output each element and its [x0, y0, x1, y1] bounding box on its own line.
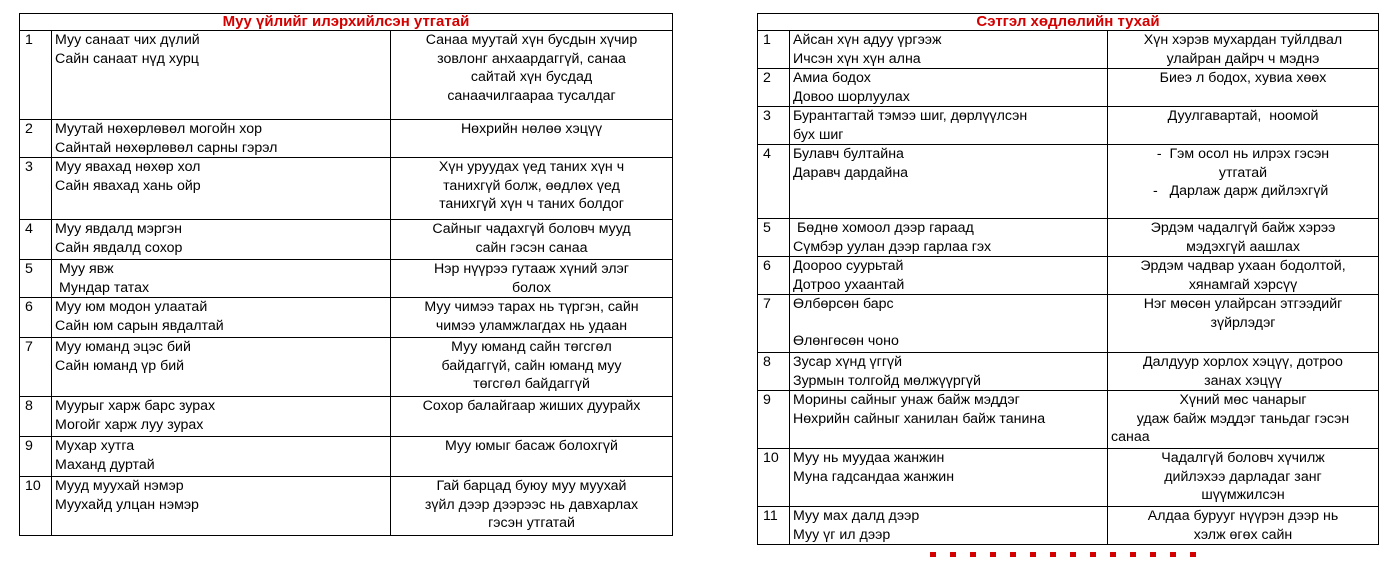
explanation-line: танихгүй болж, өөдлөх үед — [443, 177, 620, 194]
row-number: 1 — [20, 31, 52, 120]
explanation-line: чимээ уламжлагдах нь удаан — [435, 317, 628, 334]
row-number: 2 — [20, 120, 52, 158]
proverb-line: Зусар хүнд үггүй — [793, 354, 903, 370]
row-number: 10 — [20, 477, 52, 536]
proverb-line: Сүмбэр уулан дээр гарлаа гэх — [793, 238, 992, 255]
explanation-cell — [391, 220, 673, 260]
row-number: 6 — [20, 298, 52, 338]
explanation-line: танихгүй хүн ч таних болдог — [439, 196, 624, 212]
explanation-line: Сохор балайгаар жиших дуурайх — [422, 398, 641, 414]
explanation-line: Хүний мөс чанарыг — [1179, 392, 1307, 408]
explanation-cell — [1108, 31, 1379, 69]
explanation-cell — [391, 120, 673, 158]
proverb-line: Өлбөрсөн барс — [793, 296, 894, 312]
explanation-line: гэсэн утгатай — [488, 515, 575, 531]
proverb-line: Өлөнгөсөн чоно — [793, 332, 899, 349]
table-row — [758, 295, 1379, 353]
table-row — [758, 507, 1379, 545]
proverb-cell — [790, 353, 1108, 391]
proverb-line: Нөхрийн сайныг ханилан байж танина — [793, 410, 1046, 427]
row-number: 8 — [20, 397, 52, 437]
right-proverb-table — [757, 13, 1379, 545]
proverb-cell — [52, 298, 391, 338]
explanation-cell — [1108, 507, 1379, 545]
proverb-line: Муу санаат чих дүлий — [55, 32, 200, 48]
explanation-line: Далдуур хорлох хэцүү, дотроо — [1143, 354, 1343, 370]
proverb-line: Сайнтай нөхөрлөвөл сарны гэрэл — [55, 139, 278, 156]
table-row — [20, 120, 673, 158]
proverb-line: Муу юм модон улаатай — [55, 299, 208, 315]
row-number: 3 — [758, 107, 790, 145]
proverb-line: Муухайд улцан нэмэр — [55, 496, 199, 513]
proverb-cell — [52, 338, 391, 397]
explanation-cell — [1108, 295, 1379, 353]
proverb-line: Сайн явдалд сохор — [55, 239, 183, 256]
row-number: 4 — [758, 145, 790, 219]
explanation-line: Нэр нүүрээ гутааж хүний элэг — [434, 261, 629, 277]
explanation-line: санаа — [1111, 429, 1150, 445]
row-number: 5 — [20, 260, 52, 298]
row-number: 11 — [758, 507, 790, 545]
proverb-cell — [790, 107, 1108, 145]
table-row — [20, 260, 673, 298]
proverb-line: Маханд дуртай — [55, 456, 155, 473]
explanation-line: Нөхрийн нөлөө хэцүү — [460, 121, 603, 137]
bullet-item: - Гэм осол нь илрэх гэсэн — [1156, 146, 1330, 162]
table-row — [20, 397, 673, 437]
row-number: 8 — [758, 353, 790, 391]
proverb-line: Могойг харж луу зурах — [55, 416, 204, 433]
explanation-line: Биеэ л бодох, хувиа хөөх — [1159, 70, 1327, 86]
table-row — [20, 437, 673, 477]
row-number: 1 — [758, 31, 790, 69]
proverb-cell — [790, 219, 1108, 257]
explanation-line: болох — [512, 279, 551, 296]
explanation-line: Сайныг чадахгүй боловч мууд — [432, 221, 631, 237]
explanation-line: хэлж өгөх сайн — [1193, 526, 1293, 543]
proverb-line: Ичсэн хүн хүн ална — [793, 50, 921, 67]
explanation-cell — [391, 397, 673, 437]
explanation-line: Муу юманд сайн төгсгөл — [451, 339, 612, 355]
explanation-cell — [391, 298, 673, 338]
proverb-line: Бөднө хомоол дээр гараад — [793, 220, 974, 236]
row-number: 10 — [758, 449, 790, 507]
table-row — [758, 353, 1379, 391]
proverb-line: Морины сайныг унаж байж мэддэг — [793, 392, 1020, 408]
proverb-cell — [790, 295, 1108, 353]
proverb-line: Булавч бултайна — [793, 146, 904, 162]
explanation-cell — [1108, 107, 1379, 145]
explanation-line: зүйл дээр дээрээс нь давхарлах — [424, 496, 639, 513]
explanation-line: улайран дайрч ч мэднэ — [1166, 50, 1320, 67]
proverb-cell — [790, 145, 1108, 219]
proverb-cell — [52, 437, 391, 477]
explanation-cell — [1108, 219, 1379, 257]
explanation-line: Эрдэм чадалгүй байж хэрээ — [1150, 220, 1336, 236]
explanation-line: Дуулгавартай, ноомой — [1167, 108, 1319, 124]
proverb-line: Муу юманд эцэс бий — [55, 339, 191, 355]
proverb-line: Мууд муухай нэмэр — [55, 478, 184, 494]
proverb-line: Муу явахад нөхөр хол — [55, 159, 201, 175]
right-table-title: Сэтгэл хөдлөлийн тухай — [758, 14, 1379, 31]
explanation-cell — [1108, 257, 1379, 295]
explanation-line: Муу чимээ тарах нь түргэн, сайн — [424, 299, 639, 315]
proverb-cell — [52, 477, 391, 536]
explanation-cell — [391, 477, 673, 536]
table-title-row — [758, 14, 1379, 31]
proverb-cell — [52, 220, 391, 260]
table-row — [20, 298, 673, 338]
proverb-cell — [790, 69, 1108, 107]
proverb-cell — [52, 397, 391, 437]
explanation-cell — [1108, 449, 1379, 507]
explanation-line: Чадалгүй боловч хүчилж — [1161, 450, 1325, 466]
explanation-cell — [391, 338, 673, 397]
proverb-cell — [790, 449, 1108, 507]
row-number: 9 — [20, 437, 52, 477]
explanation-line: Муу юмыг басаж болохгүй — [445, 438, 618, 454]
explanation-line: удаж байж мэддэг таньдаг гэсэн — [1136, 410, 1350, 427]
row-number: 6 — [758, 257, 790, 295]
proverb-cell — [790, 507, 1108, 545]
explanation-line: хянамгай хэрсүү — [1188, 276, 1298, 293]
left-proverb-table — [19, 13, 673, 536]
proverb-cell — [790, 257, 1108, 295]
row-number: 5 — [758, 219, 790, 257]
row-number: 3 — [20, 158, 52, 220]
row-number: 7 — [758, 295, 790, 353]
proverb-cell — [790, 31, 1108, 69]
explanation-cell — [1108, 69, 1379, 107]
explanation-line: Нэг мөсөн улайрсан этгээдийг — [1143, 296, 1343, 312]
table-row — [758, 391, 1379, 449]
row-number: 2 — [758, 69, 790, 107]
table-row — [758, 219, 1379, 257]
proverb-line: Сайн санаат нүд хурц — [55, 50, 199, 67]
proverb-line: Муу мах далд дээр — [793, 508, 920, 524]
proverb-line: бух шиг — [793, 126, 844, 143]
proverb-line: Дooроо суурьтай — [793, 258, 904, 274]
table-row — [758, 31, 1379, 69]
explanation-line: Алдаа бурууг нүүрэн дээр нь — [1147, 508, 1339, 524]
proverb-line: Мундар татах — [55, 279, 150, 296]
proverb-line: Амиа бодох — [793, 70, 871, 86]
explanation-line: Гай барцад буюу муу муухай — [436, 478, 627, 494]
proverb-line: Сайн юманд үр бий — [55, 357, 185, 374]
explanation-line: сайтай хүн бусдад — [470, 69, 593, 85]
proverb-line: Сайн юм сарын явдалтай — [55, 317, 224, 334]
table-row — [20, 338, 673, 397]
proverb-cell — [52, 260, 391, 298]
proverb-line: Муу явдалд мэргэн — [55, 221, 182, 237]
table-row — [20, 31, 673, 120]
row-number: 7 — [20, 338, 52, 397]
explanation-cell — [1108, 353, 1379, 391]
explanation-line: сайн гэсэн санаа — [475, 239, 588, 256]
proverb-line: Сайн явахад хань ойр — [55, 177, 201, 194]
explanation-line: дийлэхээ дарладаг занг — [1164, 468, 1322, 485]
explanation-cell — [391, 31, 673, 120]
explanation-line: зүйрлэдэг — [1210, 314, 1276, 331]
bullet-text: утгатай — [1218, 164, 1268, 181]
proverb-line: Муурыг харж барс зурах — [55, 398, 216, 414]
cut-off-next-title — [930, 552, 1200, 557]
explanation-cell — [391, 437, 673, 477]
bullet-text: Гэм осол нь илрэх гэсэн — [1169, 146, 1330, 162]
left-table-title: Муу үйлийг илэрхийлсэн утгатай — [20, 14, 673, 31]
row-number: 4 — [20, 220, 52, 260]
proverb-line: Зурмын толгойд мөлжүүргүй — [793, 372, 981, 389]
proverb-line: Муу үг ил дээр — [793, 526, 891, 543]
table-row — [758, 145, 1379, 219]
explanation-line: зовлонг анхаардаггүй, санаа — [437, 50, 626, 67]
proverb-line: Довоо шорлуулах — [793, 88, 910, 105]
proverb-line: Айсан хүн адуу үргээж — [793, 32, 942, 48]
proverb-line: Даравч дардайна — [793, 164, 909, 181]
explanation-line: байдаггүй, сайн юманд муу — [441, 357, 622, 374]
explanation-line: Эрдэм чадвар ухаан бодолтой, — [1140, 258, 1346, 274]
proverb-line: Муу нь муудаа жанжин — [793, 450, 945, 466]
bullet-item: - Дарлаж дарж дийлэхгүй — [1153, 183, 1329, 199]
table-row — [758, 449, 1379, 507]
explanation-cell — [1108, 391, 1379, 449]
proverb-line: Муу явж — [55, 261, 114, 277]
explanation-line: занах хэцүү — [1204, 372, 1282, 389]
table-row — [758, 107, 1379, 145]
table-row — [20, 158, 673, 220]
explanation-line: Хүн уруудах үед таних хүн ч — [438, 159, 625, 175]
explanation-line: Санаа муутай хүн бусдын хүчир — [425, 32, 638, 48]
explanation-line: мэдэхгүй аашлах — [1186, 238, 1300, 255]
bullet-text: Дарлаж дарж дийлэхгүй — [1169, 183, 1329, 199]
explanation-line: төгсгөл байдаггүй — [473, 376, 590, 392]
explanation-cell — [391, 260, 673, 298]
proverb-line: Дотроо ухаантай — [793, 276, 905, 293]
proverb-cell — [52, 120, 391, 158]
explanation-cell — [391, 158, 673, 220]
proverb-line: Бурантагтай тэмээ шиг, дөрлүүлсэн — [793, 108, 1028, 124]
explanation-line: санаачилгаараа тусалдаг — [447, 87, 616, 104]
table-row — [20, 220, 673, 260]
table-row — [20, 477, 673, 536]
proverb-line: Муна гадсандаа жанжин — [793, 468, 955, 485]
explanation-line: Хүн хэрэв мухардан туйлдвал — [1143, 32, 1343, 48]
proverb-cell — [52, 158, 391, 220]
row-number: 9 — [758, 391, 790, 449]
proverb-cell — [790, 391, 1108, 449]
table-title-row — [20, 14, 673, 31]
explanation-cell — [1108, 145, 1379, 219]
proverb-cell — [52, 31, 391, 120]
table-row — [758, 257, 1379, 295]
explanation-line: шүүмжилсэн — [1201, 487, 1285, 503]
table-row — [758, 69, 1379, 107]
proverb-line: Мухар хутга — [55, 438, 135, 454]
proverb-line: Муутай нөхөрлөвөл могойн хор — [55, 121, 263, 137]
